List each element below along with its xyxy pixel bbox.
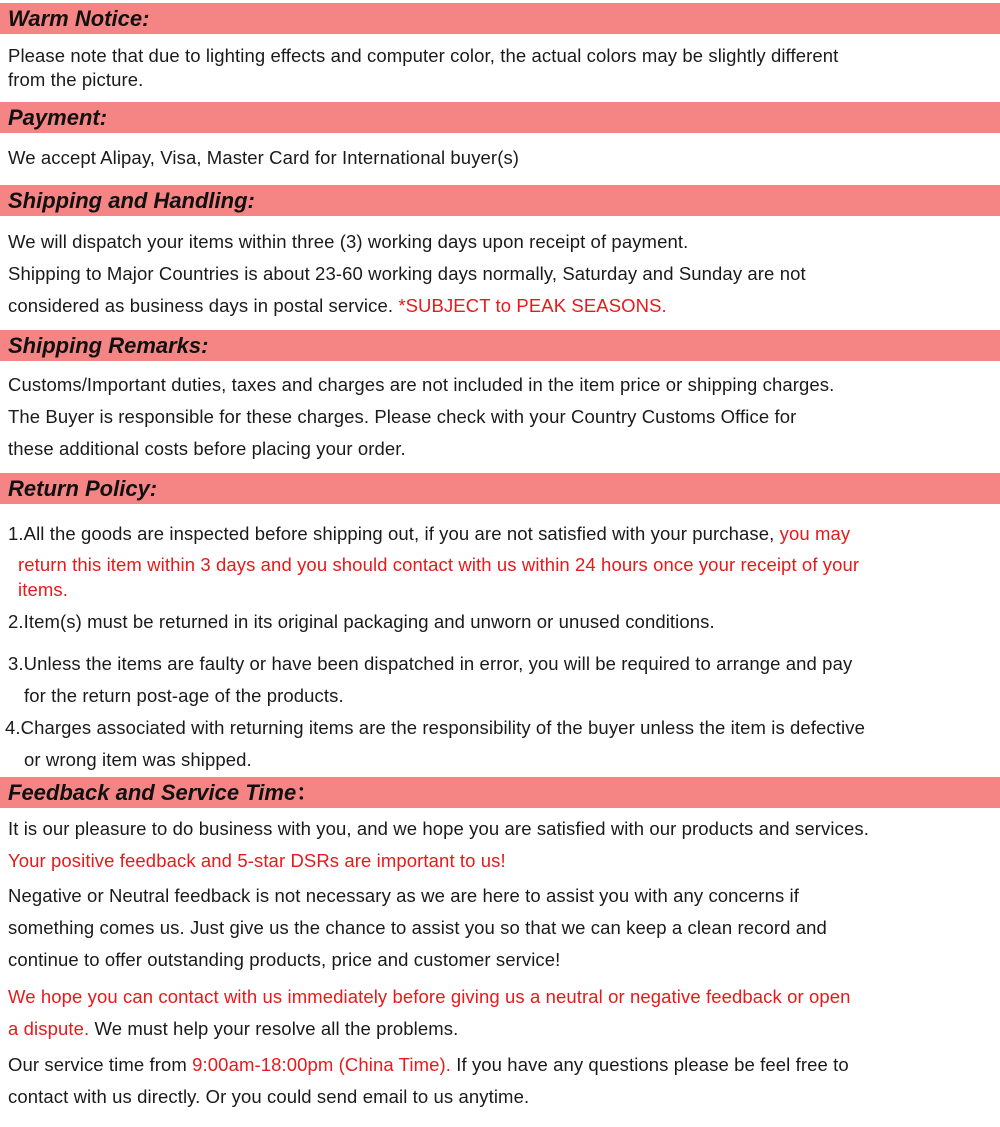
return-item-1-text: 1.All the goods are inspected before shipping out, if you are not satisfied with your purchase, — [8, 523, 775, 544]
feedback-line-3: Negative or Neutral feedback is not necessary as we are here to assist you with any concerns if — [8, 885, 799, 906]
feedback-header — [0, 777, 1000, 808]
shipping-line-3-text: considered as business days in postal service. — [8, 295, 394, 316]
payment-header — [0, 102, 1000, 133]
warm-notice-title: Warm Notice: — [8, 6, 150, 31]
return-item-1-red: you may — [774, 523, 851, 544]
shipping-line-2: Shipping to Major Countries is about 23-60 working days normally, Saturday and Sunday are not — [8, 263, 806, 284]
peak-season-note: *SUBJECT to PEAK SEASONS. — [393, 295, 667, 316]
returns-title: Return Policy: — [8, 476, 158, 501]
return-item-3-line-2: for the return post-age of the products. — [24, 685, 344, 706]
shipping-line-3 — [8, 295, 667, 317]
return-item-1-line-1 — [8, 523, 850, 545]
payment-line-1: We accept Alipay, Visa, Master Card for International buyer(s) — [8, 147, 520, 168]
return-item-4-line-1: 4.Charges associated with returning items are the responsibility of the buyer unless the item is defective — [5, 717, 865, 738]
feedback-title: Feedback and Service Time — [8, 780, 297, 805]
return-item-1-line-2: return this item within 3 days and you should contact with us within 24 hours once your receipt of your — [18, 554, 860, 575]
return-item-4-line-2: or wrong item was shipped. — [24, 749, 252, 770]
feedback-line-2: Your positive feedback and 5-star DSRs are important to us! — [8, 850, 506, 871]
feedback-line-7 — [8, 1018, 458, 1040]
shipping-line-1: We will dispatch your items within three (3) working days upon receipt of payment. — [8, 231, 689, 252]
feedback-line-6: We hope you can contact with us immediately before giving us a neutral or negative feedback or open — [8, 986, 851, 1007]
return-item-3-line-1: 3.Unless the items are faulty or have been dispatched in error, you will be required to arrange and pay — [8, 653, 853, 674]
feedback-line-4: something comes us. Just give us the chance to assist you so that we can keep a clean record and — [8, 917, 827, 938]
warm-notice-header — [0, 3, 1000, 34]
returns-header — [0, 473, 1000, 504]
feedback-line-5: continue to offer outstanding products, price and customer service! — [8, 949, 561, 970]
payment-title: Payment: — [8, 105, 108, 130]
remarks-title: Shipping Remarks: — [8, 333, 209, 358]
remarks-line-1: Customs/Important duties, taxes and charges are not included in the item price or shipping charges. — [8, 374, 835, 395]
warm-notice-line-2: from the picture. — [8, 69, 144, 90]
service-time-prefix: Our service time from — [8, 1054, 193, 1075]
remarks-line-2: The Buyer is responsible for these charges. Please check with your Country Customs Office for — [8, 406, 797, 427]
remarks-header — [0, 330, 1000, 361]
service-time-line — [8, 1054, 849, 1076]
feedback-title-colon: ： — [296, 780, 319, 805]
dispute-note: a dispute. — [8, 1018, 90, 1039]
return-item-1-line-3: items. — [18, 579, 68, 600]
feedback-line-1: It is our pleasure to do business with you, and we hope you are satisfied with our products and services. — [8, 818, 869, 839]
feedback-line-7-text: We must help your resolve all the problems. — [89, 1018, 459, 1039]
shipping-title: Shipping and Handling: — [8, 188, 255, 213]
return-item-2: 2.Item(s) must be returned in its original packaging and unworn or unused conditions. — [8, 611, 715, 632]
remarks-line-3: these additional costs before placing your order. — [8, 438, 406, 459]
feedback-line-9: contact with us directly. Or you could send email to us anytime. — [8, 1086, 530, 1107]
service-time-suffix: If you have any questions please be feel free to — [450, 1054, 849, 1075]
service-hours: 9:00am-18:00pm (China Time). — [192, 1054, 451, 1075]
shipping-header — [0, 185, 1000, 216]
warm-notice-line-1: Please note that due to lighting effects and computer color, the actual colors may be slightly different — [8, 45, 839, 66]
